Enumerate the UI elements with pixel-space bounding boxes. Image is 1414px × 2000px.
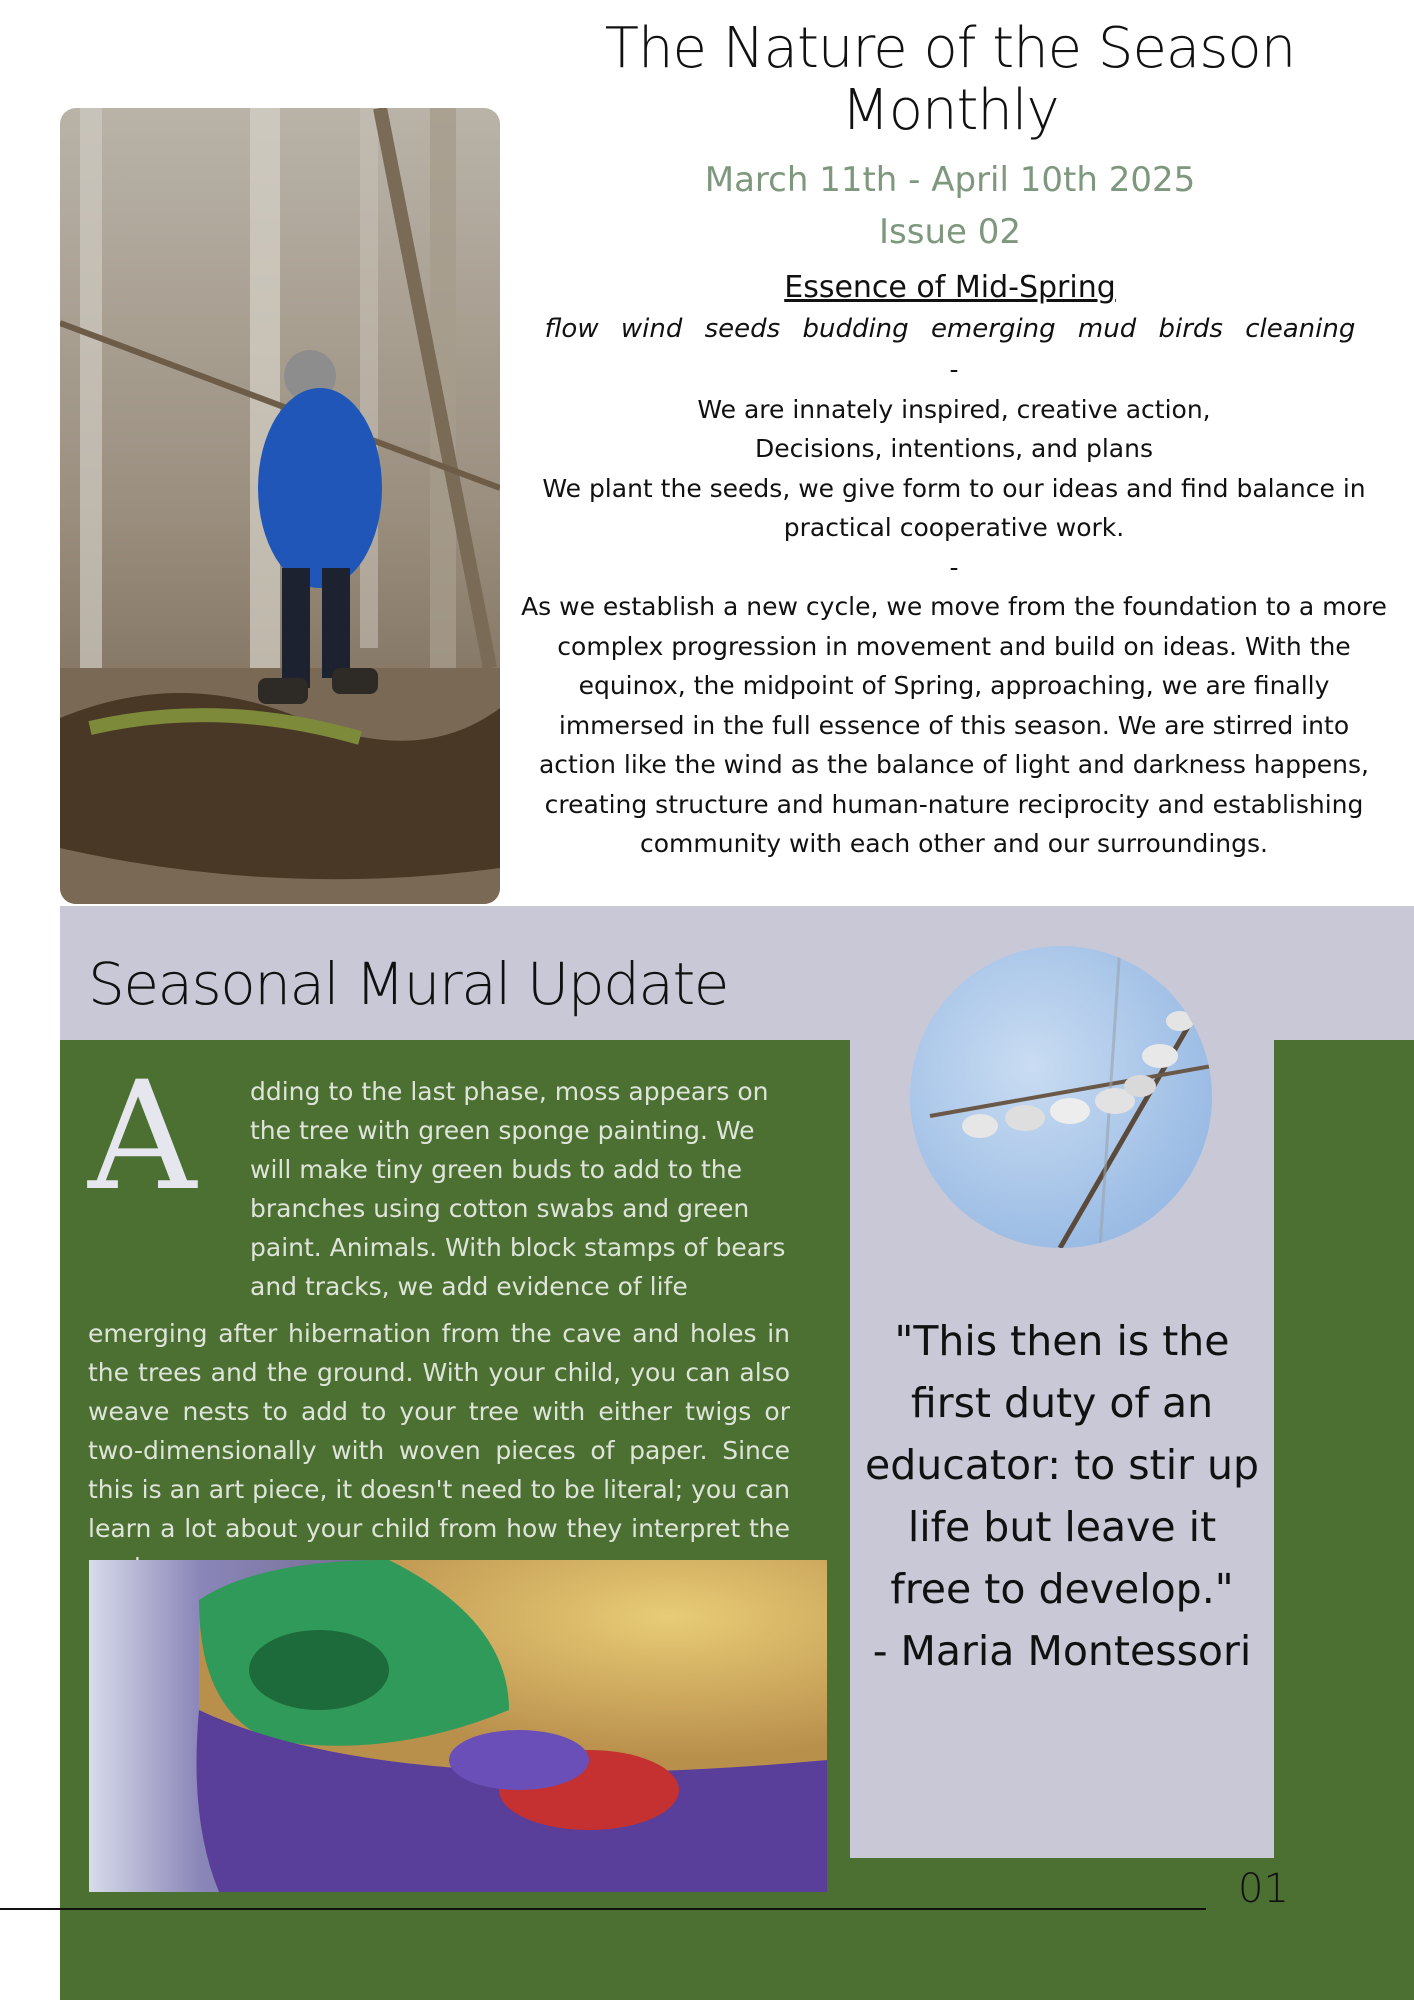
title-line-1: The Nature of the Season [604,16,1296,81]
keyword: birds [1158,314,1223,344]
newsletter-title [560,18,1340,142]
keyword: mud [1077,314,1137,344]
essence-body [518,350,1390,864]
right-green-strip [1274,1040,1414,2000]
keyword-list [520,314,1380,344]
child-on-log-photo [60,108,500,904]
keyword: cleaning [1245,314,1356,344]
keyword: budding [802,314,909,344]
quote-attribution: - Maria Montessori [872,1627,1252,1675]
quote-text: "This then is the first duty of an educator: to stir up life but leave it free to develop." [865,1317,1259,1613]
footer-divider [0,1908,1206,1910]
issue-number: Issue 02 [879,212,1021,252]
essence-line: Decisions, intentions, and plans [755,434,1153,463]
essence-paragraph: As we establish a new cycle, we move from the foundation to a more complex progression in movement and build on ideas. With the equinox, the midpoint of Spring, approaching, we are finally immersed in the full essence of this season. We are stirred into action like the wind as the balance of light and darkness happens, creating structure and human-nature reciprocity and establishing community with each other and our surroundings. [521,592,1387,858]
keyword: wind [620,314,683,344]
keyword: flow [544,314,599,344]
essence-heading: Essence of Mid-Spring [784,270,1116,305]
date-range: March 11th - April 10th 2025 [704,160,1196,200]
essence-line: We are innately inspired, creative action, [697,394,1211,424]
pussy-willow-photo [910,946,1212,1248]
page-number: 01 [1238,1866,1289,1912]
mural-text-continued: emerging after hibernation from the cave and holes in the trees and the ground. With your child, you can also weave nests to add to your tree with either twigs or two-dimensionally with woven pieces of paper. Since this is an art piece, it doesn't need to be literal; you can learn a lot about your child from how they interpret the [88,1319,790,1543]
bottom-green-strip [850,1858,1274,2000]
keyword: emerging [930,314,1056,344]
sponge-painting-photo [89,1560,827,1892]
essence-line: We plant the seeds, we give form to our ideas and find balance in practical cooperative work. [542,473,1366,542]
montessori-quote [865,1310,1259,1682]
drop-cap: A [88,1050,197,1224]
separator: - [949,552,959,582]
keyword: seeds [704,314,781,344]
mural-text-first: dding to the last phase, moss appears on the tree with green sponge painting. We will make tiny green buds to add to the branches using cotton swabs and green paint. Animals. With block stamps of bears and tracks, we add evidence of life [250,1077,786,1301]
title-line-2: Monthly [841,78,1059,143]
separator: - [949,355,959,384]
mural-heading: Seasonal Mural Update [88,950,728,1018]
